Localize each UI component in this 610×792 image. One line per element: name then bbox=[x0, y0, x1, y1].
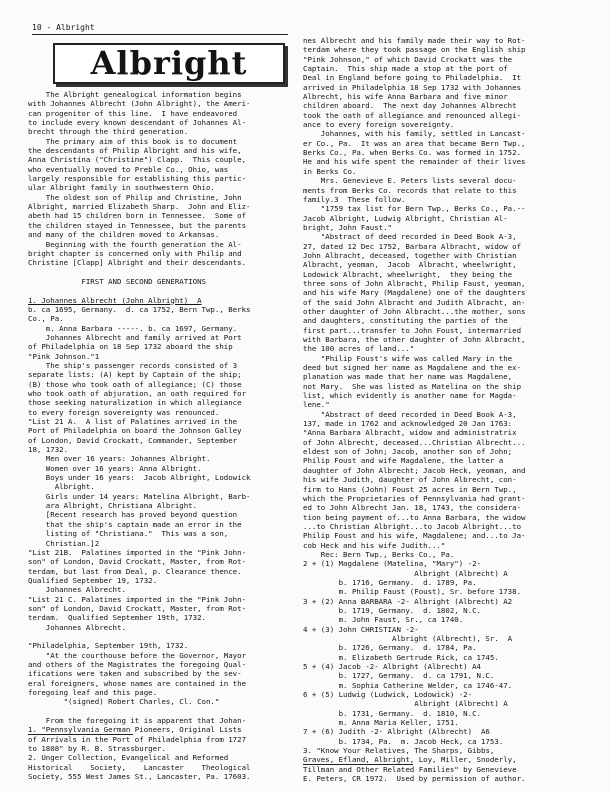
left-column-line: ara Albright, Christiana Albright. bbox=[28, 501, 198, 511]
left-column-line: "At the courthouse before the Governor, Mayor bbox=[28, 650, 247, 660]
right-column-line: the 100 acres of land..." bbox=[303, 344, 415, 354]
left-column-line: and many of the children moved to Arkansas. bbox=[28, 230, 220, 240]
right-column-line: and his wife Mary (Magdalene) one of the daughters bbox=[303, 288, 526, 298]
right-column-line: first part...transfer to John Foust, intermarried bbox=[303, 325, 522, 335]
left-column-line: "List 21 C. Palatines imported in the "Pink John- bbox=[28, 594, 247, 604]
right-column-line: three sons of John Albracht, Philip Faust, yeoman, bbox=[303, 278, 526, 288]
right-column-line: arrived in Philadelphia 18 Sep 1732 with Johannes bbox=[303, 82, 522, 92]
right-column-line: Albright (Albrecht) A bbox=[303, 699, 508, 709]
left-column-line: Historical Society, Lancaster Theological bbox=[28, 762, 251, 772]
left-column-line: ular Albright family in southwestern Ohio. bbox=[28, 183, 215, 193]
right-column-line: Albrecht, his wife Anna Barbara and five minor bbox=[303, 92, 508, 102]
left-column-line: 2. Unger Collection, Evangelical and Reformed bbox=[28, 753, 229, 763]
header-rule bbox=[32, 34, 288, 35]
right-column-line: b. 1716, Germany. d. 1789, Pa. bbox=[303, 577, 477, 587]
left-column-line: Women over 16 years: Anna Albright. bbox=[28, 463, 202, 473]
left-column-line: Boys under 16 years: Jacob Albright, Lodowick bbox=[28, 473, 251, 483]
right-column-line: m. John Faust, Sr., ca 1740. bbox=[303, 615, 464, 625]
left-column-line: terdam, but last from Deal, p. Clearance thence. bbox=[28, 566, 242, 576]
left-column-line: to include every known descendant of Johannes Al- bbox=[28, 118, 247, 128]
right-column-line: Albright (Albrecht), Sr. A bbox=[303, 634, 513, 643]
left-column-line: Johannes Albrecht. bbox=[28, 585, 126, 595]
right-column-line: m. Sophia Catherine Welder, ca 1746-47. bbox=[303, 680, 513, 690]
right-column-line: 7 + (6) Judith -2- Albright (Albrecht) A6 bbox=[303, 727, 490, 737]
left-column-line: brecht through the third generation. bbox=[28, 127, 189, 137]
left-column-line: b. ca 1695, Germany. d. ca 1752, Bern Twp., Berks bbox=[28, 304, 251, 314]
left-column-line: Qualified September 19, 1732. bbox=[28, 575, 158, 585]
right-column-line: Albracht, yeoman, Jacob Albracht, wheelwright, bbox=[303, 260, 517, 270]
right-column-line: planation was made that her name was Magdalene, bbox=[303, 372, 513, 382]
right-column-line: "Anna Barbara Albracht, widow and administratrix bbox=[303, 428, 517, 438]
left-column-line: abeth had 15 children born in Tennessee. Some of bbox=[28, 211, 247, 221]
left-column-line: The oldest son of Philip and Christine, John bbox=[28, 192, 242, 202]
left-column-line: Christine [Clapp] Albright and their descendants. bbox=[28, 258, 247, 268]
right-column-line: 5 + (4) Jacob -2- Albright (Albrecht) A4 bbox=[303, 662, 481, 672]
chapter-title: Albright bbox=[90, 43, 248, 82]
right-column-line: 4 + (3) John CHRISTIAN -2- bbox=[303, 624, 419, 634]
left-column-line: the children stayed in Tennessee, but the parents bbox=[28, 220, 247, 230]
footnote-rule bbox=[303, 764, 413, 765]
right-column-line: Graves, Efland, Albright, Loy, Miller, Snoderly, bbox=[303, 755, 517, 765]
right-column-line: Philip Foust and wife Magdalene, the latter a bbox=[303, 456, 504, 466]
left-column-line: "Pink Johnson."1 bbox=[28, 351, 100, 361]
right-column-line: b. 1734, Pa. m. Jacob Heck, ca 1753. bbox=[303, 736, 504, 746]
right-column-line: 27, dated 12 Dec 1752, Barbara Albracht, widow of bbox=[303, 241, 522, 251]
right-column-line: 2 + (1) Magdalene (Matelina, "Mary") -2- bbox=[303, 559, 481, 569]
left-column-line: Albright, married Elizabeth Sharp. John and Eliz- bbox=[28, 202, 251, 212]
left-column-line: From the foregoing it is apparent that Johan- bbox=[28, 716, 247, 726]
right-column-line: m. Anna Maria Keller, 1751. bbox=[303, 718, 459, 728]
right-column-line: took the oath of allegiance and renounced allegi- bbox=[303, 110, 522, 120]
right-column-line: 3 + (2) Anna BARBARA -2- Albright (Albrecht) A2 bbox=[303, 596, 513, 606]
left-column-line: those seeking naturalization in which allegiance bbox=[28, 398, 242, 408]
right-column-line: with Barbara, the other daughter of John Albracht, bbox=[303, 335, 526, 344]
right-column-line: Mrs. Genevieve E. Peters lists several docu- bbox=[303, 176, 517, 186]
left-column-line: the descendants of Philip Albright and his wife, bbox=[28, 146, 242, 156]
right-column-line: Philip Foust and his wife, Magdalene; and...to Ja- bbox=[303, 531, 526, 541]
right-column-line: Captain. This ship made a stop at the port of bbox=[303, 64, 508, 74]
left-column bbox=[28, 90, 296, 781]
right-column-line: lene." bbox=[303, 400, 330, 410]
left-column-line: bright chapter is concerned only with Philip and bbox=[28, 248, 242, 258]
right-column-line: nes Albrecht and his family made their way to Rot- bbox=[303, 36, 526, 45]
right-column-line: "Pink Johnson," of which David Crockatt was the bbox=[303, 54, 513, 64]
left-column-line: son" of London, David Crockatt, Master, from Rot- bbox=[28, 603, 247, 613]
left-column-line: with Johannes Albrecht (John Albright), the Ameri- bbox=[28, 99, 251, 109]
left-column-line: Beginning with the fourth generation the Al- bbox=[28, 239, 242, 249]
right-column-line: Albright (Albrecht) A bbox=[303, 568, 508, 578]
left-column-line: "List 21B. Palatines imported in the "Pink John- bbox=[28, 547, 247, 557]
left-column-line: 18, 1732. bbox=[28, 445, 69, 455]
right-column-line: Rec: Bern Twp., Berks Co., Pa. bbox=[303, 549, 455, 559]
right-column-line: deed but signed her name as Magdalene and the ex- bbox=[303, 363, 522, 373]
right-column-line: "Abstract of deed recorded in Deed Book A-3, bbox=[303, 232, 517, 242]
left-column-line: Albright. bbox=[28, 482, 95, 492]
right-column-line: and daughters, constituting the parties of the bbox=[303, 316, 508, 326]
left-column-line: 1. "Pennsylvania German Pioneers, Original Lists bbox=[28, 725, 242, 735]
right-column-line: not Mary. She was listed as Matelina on the ship bbox=[303, 381, 522, 391]
right-column-line: children aboard. The next day Johannes Albrecht bbox=[303, 101, 517, 111]
left-column-line bbox=[28, 286, 296, 295]
right-column-line: tion being payment of...to Anna Barbara, the widow bbox=[303, 512, 526, 522]
title-box bbox=[53, 43, 285, 84]
right-column-line: of John Albrecht, deceased...Christian Albrecht... bbox=[303, 437, 526, 447]
left-column-line: Johannes Albrecht and family arrived at Port bbox=[28, 332, 242, 342]
left-column-line: and others of the Magistrates the foregoing Qual- bbox=[28, 659, 247, 669]
right-column-line: list, which evidently is another name for Magda- bbox=[303, 391, 517, 401]
right-column-line: b. 1719, Germany. d. 1802, N.C. bbox=[303, 605, 481, 615]
left-column-line: of London, David Crockatt, Commander, September bbox=[28, 435, 238, 445]
page-header: 10 - Albright bbox=[32, 23, 95, 32]
right-column-line: m. Elizabeth Gertrude Rick, ca 1745. bbox=[303, 652, 499, 662]
right-column-line: ...to Christian Albright...to Jacob Albright...to bbox=[303, 521, 522, 531]
left-column-line: Co., Pa. bbox=[28, 314, 64, 324]
right-column-line: his wife Judith, daughter of John Albrecht, con- bbox=[303, 475, 517, 485]
right-column-line: cob Heck and his wife Judith..." bbox=[303, 540, 446, 550]
left-column-line: The ship's passenger records consisted of 3 bbox=[28, 360, 238, 370]
right-column-line: Lodowick Albracht, wheelwright, they being the bbox=[303, 269, 513, 279]
left-column-line: foregoing leaf and this page. bbox=[28, 688, 158, 697]
left-column-line: Johannes Albrecht. bbox=[28, 622, 126, 632]
left-column-line: of Philadelphia on 18 Sep 1732 aboard the ship bbox=[28, 342, 233, 352]
right-column-line: "1759 tax list for Bern Twp., Berks Co., Pa.-- bbox=[303, 204, 526, 214]
left-column-line: who took oath of abjuration, an oath required for bbox=[28, 389, 247, 398]
left-column-line: (B) those who took oath of allegiance; (C) those bbox=[28, 379, 242, 389]
right-column-line: of the said John Albracht and Judith Albracht, an- bbox=[303, 297, 526, 307]
right-column-line: in Berks Co. bbox=[303, 166, 357, 176]
left-column-line: The Albright genealogical information begins bbox=[28, 90, 242, 99]
right-column-line: terdam where they took passage on the English ship bbox=[303, 45, 526, 55]
left-column-line: m. Anna Barbara -----. b. ca 1697, Germany. bbox=[28, 323, 238, 333]
left-column-line bbox=[28, 707, 296, 716]
left-column-line: terdam. Qualified September 19th, 1732. bbox=[28, 613, 206, 623]
left-column-line: FIRST AND SECOND GENERATIONS bbox=[28, 276, 206, 286]
left-column-line: ifications were taken and subscribed by the sev- bbox=[28, 669, 242, 679]
right-column-line: Johannes, with his family, settled in Lancast- bbox=[303, 129, 526, 139]
footnote-rule bbox=[28, 734, 133, 735]
left-column-line: listing of "Christiana." This was a son, bbox=[28, 529, 229, 539]
right-column-line: er Co., Pa. It was an area that became Bern Twp., bbox=[303, 138, 526, 148]
left-column-line: of Arrivals in the Port of Philadelphia from 1727 bbox=[28, 734, 247, 744]
right-column-line: m. Philip Faust (Foust), Sr. before 1738. bbox=[303, 587, 522, 597]
right-column-line: 3. "Know Your Relatives, The Sharps, Gibbs, bbox=[303, 746, 495, 756]
left-column-line: that the ship's captain made an error in the bbox=[28, 519, 242, 529]
right-column-line: firm to Hans (John) Foust 25 acres in Bern Twp., bbox=[303, 484, 517, 494]
right-column-line: daughter of John Albrecht; Jacob Heck, yeoman, and bbox=[303, 465, 526, 475]
right-column-line: Jacob Albright, Ludwig Albright, Christian Al- bbox=[303, 213, 508, 223]
right-column-line: which the Proprietaries of Pennsylvania had grant- bbox=[303, 493, 526, 503]
left-column-line: [Recent research has proved beyond question bbox=[28, 510, 238, 520]
left-column-line: son" of London, David Crockatt, Master, from Rot- bbox=[28, 557, 247, 567]
right-column-line: family.3 These follow. bbox=[303, 194, 406, 204]
right-column-line: b. 1731, Germany. d. 1810, N.C. bbox=[303, 708, 481, 718]
left-column-line: The primary aim of this book is to document bbox=[28, 136, 238, 146]
right-column-line: 137, made in 1762 and acknowledged 20 Jan 1763: bbox=[303, 419, 513, 429]
left-column-line: "List 21 A. A list of Palatines arrived in the bbox=[28, 417, 238, 427]
left-column-line: Men over 16 years: Johannes Albright. bbox=[28, 454, 211, 464]
right-column-line: b. 1727, Germany. d. ca 1791, N.C. bbox=[303, 671, 495, 681]
left-column-line: to every foreign sovereignty was renounced. bbox=[28, 407, 220, 417]
right-column-line: 6 + (5) Ludwig (Ludwick, Lodowick) -2- bbox=[303, 690, 473, 700]
right-column-line: E. Peters, CR 1972. Used by permission of author. bbox=[303, 774, 526, 784]
right-column-line: Deal in England before going to Philadelphia. It bbox=[303, 73, 522, 83]
right-column-line: John Albracht, deceased, together with Christian bbox=[303, 250, 517, 260]
left-column-line: 1. Johannes Albrecht (John Albright) A bbox=[28, 295, 202, 305]
right-column-line: ed to John Albrecht Jan. 18, 1743, the considera- bbox=[303, 503, 522, 513]
left-column-line: to 1808" by R. B. Strassburger. bbox=[28, 744, 166, 754]
left-column-line: eral foreigners, whose names are contained in the bbox=[28, 678, 247, 688]
right-column-line: "Philip Foust's wife was called Mary in the bbox=[303, 353, 513, 363]
left-column-line: "(signed) Robert Charles, Cl. Con." bbox=[28, 697, 220, 707]
left-column-line: who eventually moved to Preble Co., Ohio, was bbox=[28, 164, 229, 174]
right-column-line: Tillman and Other Related Families" by Genevieve bbox=[303, 764, 517, 774]
left-column-line: Christian.]2 bbox=[28, 538, 100, 548]
left-column-line: Girls under 14 years: Matelina Albright, Barb- bbox=[28, 491, 251, 501]
right-column-line: other daughter of John Albracht...the mother, sons bbox=[303, 306, 526, 316]
right-column-line: bright, John Faust." bbox=[303, 222, 392, 232]
left-column-line: separate lists: (A) kept by Captain of the ship; bbox=[28, 370, 242, 380]
left-column-line: Anna Christina ("Christine") Clapp. This couple, bbox=[28, 155, 247, 165]
left-column-line: Society, 555 West James St., Lancaster, Pa. 17603. bbox=[28, 772, 251, 782]
right-column-line: "Abstract of deed recorded in Deed Book A-3, bbox=[303, 409, 517, 419]
right-column-line: ments from Berks Co. records that relate to this bbox=[303, 185, 517, 195]
right-column-line: eldest son of John; Jacob, another son of John; bbox=[303, 447, 513, 457]
left-column-line bbox=[28, 268, 296, 277]
right-column-line: He and his wife spent the remainder of their lives bbox=[303, 157, 526, 167]
right-column-line: Berks Co., Pa. when Berks Co. was formed in 1752. bbox=[303, 148, 522, 158]
right-column bbox=[303, 36, 585, 784]
left-column-line: "Philadelphia, September 19th, 1732. bbox=[28, 641, 189, 651]
right-column-line: b. 1726, Germany. d. 1784, Pa. bbox=[303, 643, 477, 653]
left-column-line bbox=[28, 632, 296, 641]
right-column-line: ance to every foreign sovereignty. bbox=[303, 120, 455, 130]
left-column-line: Port of Philadelphia on board the Johnson Galley bbox=[28, 426, 242, 436]
left-column-line: can progenitor of this line. I have endeavored bbox=[28, 108, 238, 118]
left-column-line: largely responsible for establishing this partic- bbox=[28, 174, 247, 184]
